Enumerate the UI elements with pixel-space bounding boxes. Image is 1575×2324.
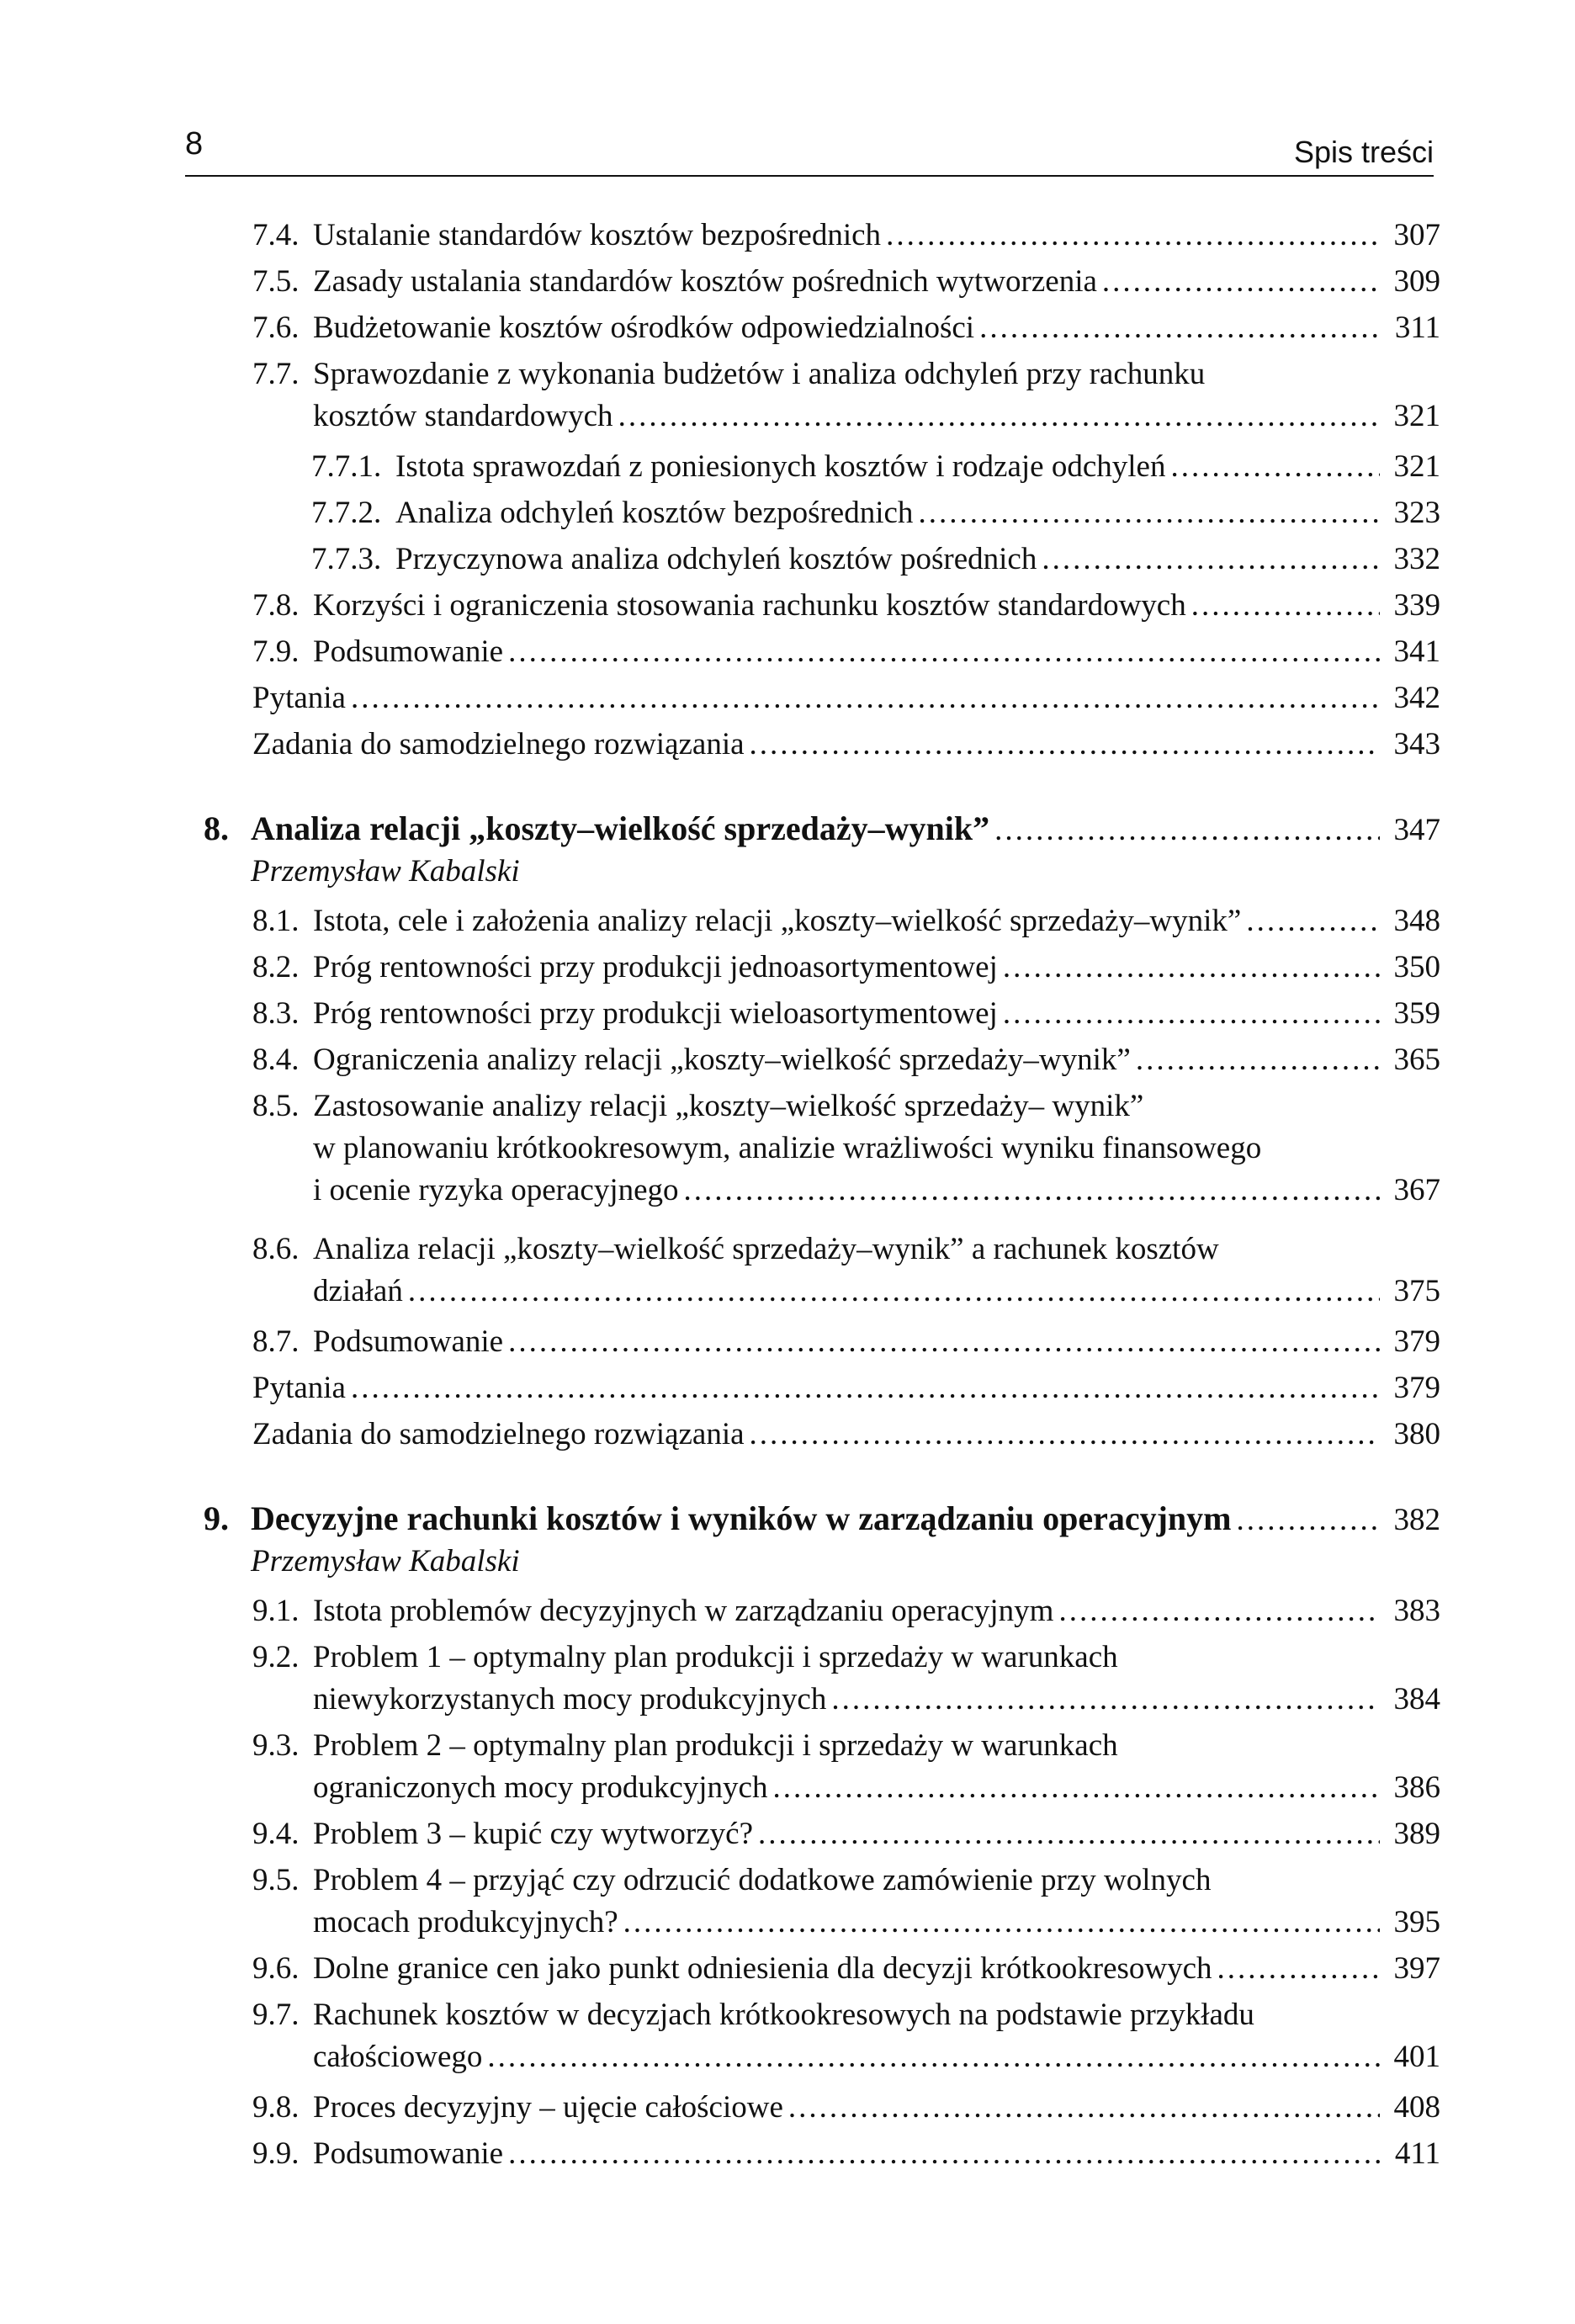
dot-leader: [351, 677, 1380, 719]
toc-page-number: 383: [1393, 1594, 1440, 1628]
toc-entry-number: 7.6.: [252, 310, 300, 345]
toc-entry: [252, 1414, 1440, 1456]
toc-page-number: 350: [1393, 950, 1440, 984]
toc-entry-title: całościowego: [313, 2040, 483, 2074]
toc-entry-number: 9.5.: [252, 1863, 300, 1897]
toc-entry: [252, 1228, 1440, 1313]
toc-entry: [252, 261, 1440, 303]
toc-entry-title: Zadania do samodzielnego rozwiązania: [252, 727, 745, 761]
toc-entry: [252, 2133, 1440, 2175]
toc-entry: [252, 1367, 1440, 1409]
dot-leader: [1042, 539, 1380, 581]
toc-entry-number: 9.4.: [252, 1817, 300, 1851]
toc-page-number: 380: [1393, 1417, 1440, 1451]
dot-leader: [758, 1813, 1380, 1855]
toc-entry-title: Problem 1 – optymalny plan produkcji i sprzedaży w warunkach: [313, 1640, 1118, 1674]
toc-entry-number: 9.8.: [252, 2090, 300, 2125]
dot-leader: [508, 631, 1380, 673]
toc-entry-number: 7.7.1.: [311, 449, 382, 484]
dot-leader: [618, 395, 1380, 438]
toc-entry-title: Analiza relacji „koszty–wielkość sprzedaży–wynik” a rachunek kosztów: [313, 1232, 1219, 1266]
dot-leader: [886, 215, 1380, 257]
toc-entry-number: 9.: [204, 1499, 229, 1537]
dot-leader: [994, 809, 1380, 852]
toc-page-number: 342: [1393, 681, 1440, 715]
toc-page-number: 411: [1394, 2136, 1440, 2171]
toc-page-number: 384: [1393, 1682, 1440, 1716]
toc-entry-title: Budżetowanie kosztów ośrodków odpowiedzialności: [313, 310, 975, 345]
toc-entry: [311, 446, 1440, 488]
toc-entry-number: 7.7.3.: [311, 542, 382, 576]
toc-entry-title: Zadania do samodzielnego rozwiązania: [252, 1417, 745, 1451]
dot-leader: [1170, 446, 1380, 488]
toc-entry-number: 7.7.: [252, 357, 300, 391]
toc-entry-title: mocach produkcyjnych?: [313, 1905, 618, 1939]
toc-entry-title: Analiza odchyleń kosztów bezpośrednich: [395, 496, 914, 530]
toc-entry: [252, 1948, 1440, 1990]
toc-entry: [252, 1321, 1440, 1363]
toc-entry: [311, 539, 1440, 581]
toc-entry-title: Problem 4 – przyjąć czy odrzucić dodatkowe zamówienie przy wolnych: [313, 1863, 1212, 1897]
toc-entry: [252, 1813, 1440, 1855]
toc-page-number: 321: [1393, 399, 1440, 433]
toc-page-number: 307: [1393, 218, 1440, 252]
toc-page-number: 408: [1393, 2090, 1440, 2125]
toc-entry: [252, 631, 1440, 673]
toc-page-number: 379: [1393, 1371, 1440, 1405]
toc-entry: [252, 993, 1440, 1035]
dot-leader: [351, 1367, 1380, 1409]
dot-leader: [788, 2087, 1380, 2129]
toc-page-number: 332: [1393, 542, 1440, 576]
toc-entry-title: Pytania: [252, 1371, 346, 1405]
toc-entry-title: Sprawozdanie z wykonania budżetów i analiza odchyleń przy rachunku: [313, 357, 1206, 391]
toc-entry: [252, 1725, 1440, 1809]
toc-entry-title: Próg rentowności przy produkcji jednoasortymentowej: [313, 950, 998, 984]
toc-entry-title: Rachunek kosztów w decyzjach krótkookresowych na podstawie przykładu: [313, 1998, 1254, 2032]
toc-entry-number: 9.7.: [252, 1998, 300, 2032]
toc-entry: [252, 900, 1440, 942]
toc-entry-number: 8.: [204, 809, 229, 847]
toc-entry-title: Podsumowanie: [313, 634, 504, 669]
dot-leader: [918, 492, 1380, 534]
running-title: Spis treści: [1293, 135, 1434, 169]
running-header: [185, 126, 1434, 177]
dot-leader: [1246, 900, 1380, 942]
toc-entry: [252, 353, 1440, 438]
toc-entry: [252, 585, 1440, 627]
toc-entry: [252, 307, 1440, 349]
dot-leader: [487, 2036, 1380, 2078]
dot-leader: [979, 307, 1380, 349]
toc-entry: [252, 947, 1440, 989]
toc-entry-number: 8.7.: [252, 1324, 300, 1359]
toc-page-number: 348: [1393, 904, 1440, 938]
toc-entry: [252, 1590, 1440, 1632]
toc-entry: [252, 1637, 1440, 1721]
toc-entry: [252, 2087, 1440, 2129]
toc-entry-number: 8.4.: [252, 1043, 300, 1077]
page-number: 8: [185, 126, 204, 162]
toc-entry-title: Próg rentowności przy produkcji wieloasortymentowej: [313, 996, 998, 1031]
dot-leader: [1102, 261, 1380, 303]
toc-page-number: 395: [1393, 1905, 1440, 1939]
toc-page-number: 367: [1393, 1173, 1440, 1207]
toc-entry-title: Zasady ustalania standardów kosztów pośrednich wytworzenia: [313, 264, 1097, 299]
toc-entry: [252, 724, 1440, 766]
toc-page-number: 323: [1393, 496, 1440, 530]
toc-entry: [252, 1860, 1440, 1944]
toc-entry-title: Podsumowanie: [313, 2136, 504, 2171]
toc-entry-number: 8.3.: [252, 996, 300, 1031]
toc-page-number: 379: [1393, 1324, 1440, 1359]
toc-entry-number: 9.2.: [252, 1640, 300, 1674]
toc-entry: [252, 1039, 1440, 1081]
dot-leader: [1217, 1948, 1380, 1990]
toc-entry-title: Istota, cele i założenia analizy relacji „koszty–wielkość sprzedaży–wynik”: [313, 904, 1242, 938]
toc-entry-title: Przyczynowa analiza odchyleń kosztów pośrednich: [395, 542, 1037, 576]
dot-leader: [750, 724, 1380, 766]
toc-entry-number: 9.1.: [252, 1594, 300, 1628]
dot-leader: [1003, 947, 1380, 989]
chapter-author: Przemysław Kabalski: [251, 1544, 520, 1579]
toc-entry-title: Ograniczenia analizy relacji „koszty–wielkość sprzedaży–wynik”: [313, 1043, 1131, 1077]
toc-entry: [252, 677, 1440, 719]
toc-entry: [252, 1994, 1440, 2078]
toc-entry-title: Dolne granice cen jako punkt odniesienia dla decyzji krótkookresowych: [313, 1951, 1212, 1986]
toc-entry-number: 8.1.: [252, 904, 300, 938]
toc-page-number: 386: [1393, 1770, 1440, 1805]
toc-page-number: 382: [1393, 1503, 1440, 1537]
toc-page-number: 375: [1393, 1274, 1440, 1308]
toc-page-number: 311: [1394, 310, 1440, 345]
toc-entry-title: Istota sprawozdań z poniesionych kosztów i rodzaje odchyleń: [395, 449, 1166, 484]
toc-page-number: 359: [1393, 996, 1440, 1031]
toc-entry-number: 9.6.: [252, 1951, 300, 1986]
toc-chapter: [204, 1498, 1440, 1541]
dot-leader: [1003, 993, 1380, 1035]
toc-page-number: 341: [1393, 634, 1440, 669]
toc-entry-title: Korzyści i ograniczenia stosowania rachunku kosztów standardowych: [313, 588, 1186, 623]
toc-entry-title: ograniczonych mocy produkcyjnych: [313, 1770, 768, 1805]
toc-entry-title: Podsumowanie: [313, 1324, 504, 1359]
toc-page-number: 365: [1393, 1043, 1440, 1077]
toc-entry-number: 8.6.: [252, 1232, 300, 1266]
toc-page-number: 389: [1393, 1817, 1440, 1851]
toc-entry-title: Problem 2 – optymalny plan produkcji i sprzedaży w warunkach: [313, 1728, 1118, 1763]
toc-entry-title: i ocenie ryzyka operacyjnego: [313, 1173, 679, 1207]
toc-entry-number: 7.5.: [252, 264, 300, 299]
dot-leader: [1237, 1499, 1381, 1541]
dot-leader: [772, 1767, 1380, 1809]
toc-entry-number: 7.9.: [252, 634, 300, 669]
toc-entry-title: Ustalanie standardów kosztów bezpośrednich: [313, 218, 882, 252]
toc-entry-title: niewykorzystanych mocy produkcyjnych: [313, 1682, 827, 1716]
toc-entry-title: Zastosowanie analizy relacji „koszty–wielkość sprzedaży– wynik”: [313, 1089, 1144, 1123]
toc-entry-title: w planowaniu krótkookresowym, analizie wrażliwości wyniku finansowego: [313, 1131, 1262, 1165]
chapter-author: Przemysław Kabalski: [251, 854, 520, 889]
toc-entry-title: Proces decyzyjny – ujęcie całościowe: [313, 2090, 783, 2125]
toc-entry-number: 7.4.: [252, 218, 300, 252]
dot-leader: [623, 1902, 1380, 1944]
toc-page-number: 401: [1393, 2040, 1440, 2074]
toc-entry-title: Decyzyjne rachunki kosztów i wyników w zarządzaniu operacyjnym: [251, 1499, 1232, 1537]
toc-entry: [311, 492, 1440, 534]
toc-entry-number: 9.3.: [252, 1728, 300, 1763]
toc-page-number: 321: [1393, 449, 1440, 484]
toc-entry-title: Pytania: [252, 681, 346, 715]
dot-leader: [508, 2133, 1380, 2175]
toc-entry: [252, 215, 1440, 257]
toc-entry: [252, 1085, 1440, 1212]
toc-entry-number: 8.5.: [252, 1089, 300, 1123]
dot-leader: [1136, 1039, 1380, 1081]
dot-leader: [831, 1679, 1380, 1721]
toc-chapter: [204, 808, 1440, 852]
toc-page-number: 343: [1393, 727, 1440, 761]
dot-leader: [1191, 585, 1380, 627]
toc-entry-title: Analiza relacji „koszty–wielkość sprzedaży–wynik”: [251, 809, 990, 847]
toc-entry-number: 7.7.2.: [311, 496, 382, 530]
toc-page-number: 309: [1393, 264, 1440, 299]
dot-leader: [408, 1271, 1380, 1313]
toc-entry-title: Problem 3 – kupić czy wytworzyć?: [313, 1817, 753, 1851]
dot-leader: [750, 1414, 1380, 1456]
dot-leader: [508, 1321, 1380, 1363]
dot-leader: [1058, 1590, 1380, 1632]
toc-page-number: 339: [1393, 588, 1440, 623]
dot-leader: [684, 1170, 1380, 1212]
toc-page-number: 347: [1393, 813, 1440, 847]
toc-entry-title: kosztów standardowych: [313, 399, 613, 433]
toc-entry-number: 7.8.: [252, 588, 300, 623]
toc-entry-number: 8.2.: [252, 950, 300, 984]
toc-entry-title: Istota problemów decyzyjnych w zarządzaniu operacyjnym: [313, 1594, 1054, 1628]
toc-entry-title: działań: [313, 1274, 403, 1308]
toc-entry-number: 9.9.: [252, 2136, 300, 2171]
toc-page-number: 397: [1393, 1951, 1440, 1986]
